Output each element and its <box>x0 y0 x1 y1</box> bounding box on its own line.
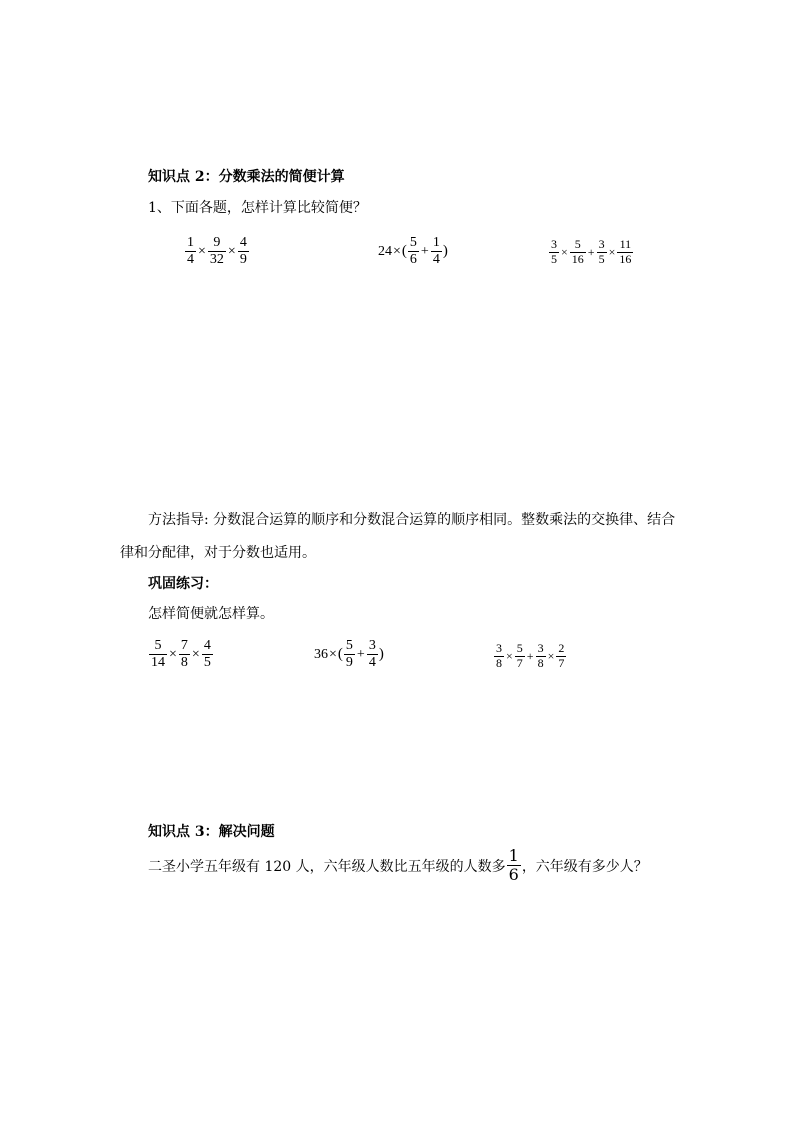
method-guidance-line1: 方法指导: 分数混合运算的顺序和分数混合运算的顺序相同。整数乘法的交换律、结合 <box>148 512 676 528</box>
plus-sign: + <box>420 243 429 259</box>
plus-sign: + <box>526 648 534 663</box>
numerator: 3 <box>368 638 376 653</box>
numerator: 3 <box>598 237 605 251</box>
times-sign: × <box>198 243 206 259</box>
numerator: 3 <box>537 641 544 655</box>
denominator: 6 <box>508 865 519 885</box>
numerator: 5 <box>154 638 162 653</box>
problem-text-after: ，六年级有多少人？ <box>521 858 648 875</box>
left-paren: ( <box>401 243 407 260</box>
practice-instruction: 怎样简便就怎样算。 <box>148 606 274 622</box>
denominator: 7 <box>516 655 523 670</box>
fraction <box>408 235 419 268</box>
denominator: 8 <box>537 655 544 670</box>
times-sign: × <box>191 646 200 662</box>
times-sign: × <box>227 243 236 259</box>
plus-sign: + <box>356 646 365 662</box>
numerator: 11 <box>619 237 632 251</box>
denominator: 16 <box>619 251 632 266</box>
times-sign: × <box>329 646 337 662</box>
practice-expression-3 <box>493 642 567 671</box>
fraction <box>507 847 521 885</box>
fraction <box>202 638 213 671</box>
times-sign: × <box>506 648 513 663</box>
numerator: 5 <box>574 237 581 251</box>
times-sign: × <box>561 244 568 259</box>
times-sign: × <box>547 648 555 663</box>
fraction <box>367 638 378 671</box>
fraction <box>597 238 607 267</box>
integer: 36 <box>314 646 328 662</box>
question1: 1、下面各题，怎样计算比较简便？ <box>148 200 367 216</box>
denominator: 7 <box>558 655 565 670</box>
fraction <box>431 235 442 268</box>
numerator: 9 <box>213 235 221 250</box>
denominator: 9 <box>345 655 353 671</box>
denominator: 5 <box>551 251 557 266</box>
section3-problem <box>148 847 648 885</box>
denominator: 16 <box>571 251 584 266</box>
fraction <box>556 642 566 671</box>
denominator: 4 <box>432 252 440 268</box>
fraction <box>149 638 167 671</box>
numerator: 1 <box>508 846 519 865</box>
practice-title: 巩固练习： <box>148 576 218 592</box>
fraction <box>238 235 249 268</box>
expression-1 <box>184 235 250 268</box>
plus-sign: + <box>587 244 595 259</box>
integer: 24 <box>378 243 392 259</box>
expression-2 <box>378 235 448 268</box>
denominator: 4 <box>187 252 194 268</box>
practice-expression-2 <box>314 638 384 671</box>
denominator: 8 <box>496 655 502 670</box>
right-paren: ) <box>442 243 448 260</box>
fraction <box>494 642 504 671</box>
numerator: 7 <box>180 638 188 653</box>
numerator: 2 <box>558 641 565 655</box>
numerator: 3 <box>496 641 502 655</box>
denominator: 6 <box>409 252 417 268</box>
denominator: 5 <box>203 655 211 671</box>
denominator: 5 <box>598 251 605 266</box>
section3-title: 知识点 3：解决问题 <box>148 824 275 840</box>
denominator: 14 <box>151 655 165 671</box>
fraction <box>185 235 196 268</box>
fraction <box>179 638 190 671</box>
numerator: 5 <box>345 638 353 653</box>
numerator: 1 <box>432 235 440 250</box>
fraction <box>344 638 355 671</box>
method-guidance-line2: 律和分配律，对于分数也适用。 <box>120 545 316 561</box>
numerator: 4 <box>203 638 211 653</box>
fraction <box>208 235 226 268</box>
section2-title: 知识点 2：分数乘法的简便计算 <box>148 169 345 185</box>
fraction <box>549 238 559 267</box>
times-sign: × <box>393 243 401 259</box>
numerator: 4 <box>239 235 247 250</box>
fraction <box>570 238 586 267</box>
fraction <box>536 642 546 671</box>
fraction <box>617 238 633 267</box>
left-paren: ( <box>337 646 343 663</box>
problem-text-before: 二圣小学五年级有 120 人，六年级人数比五年级的人数多 <box>148 858 506 875</box>
expression-3 <box>548 238 634 267</box>
denominator: 8 <box>180 655 188 671</box>
times-sign: × <box>608 244 616 259</box>
numerator: 5 <box>516 641 523 655</box>
times-sign: × <box>169 646 177 662</box>
denominator: 32 <box>209 252 224 268</box>
numerator: 5 <box>409 235 417 250</box>
numerator: 1 <box>187 235 194 250</box>
fraction <box>515 642 525 671</box>
denominator: 4 <box>368 655 376 671</box>
numerator: 3 <box>551 237 557 251</box>
right-paren: ) <box>378 646 384 663</box>
practice-expression-1 <box>148 638 214 671</box>
denominator: 9 <box>239 252 247 268</box>
